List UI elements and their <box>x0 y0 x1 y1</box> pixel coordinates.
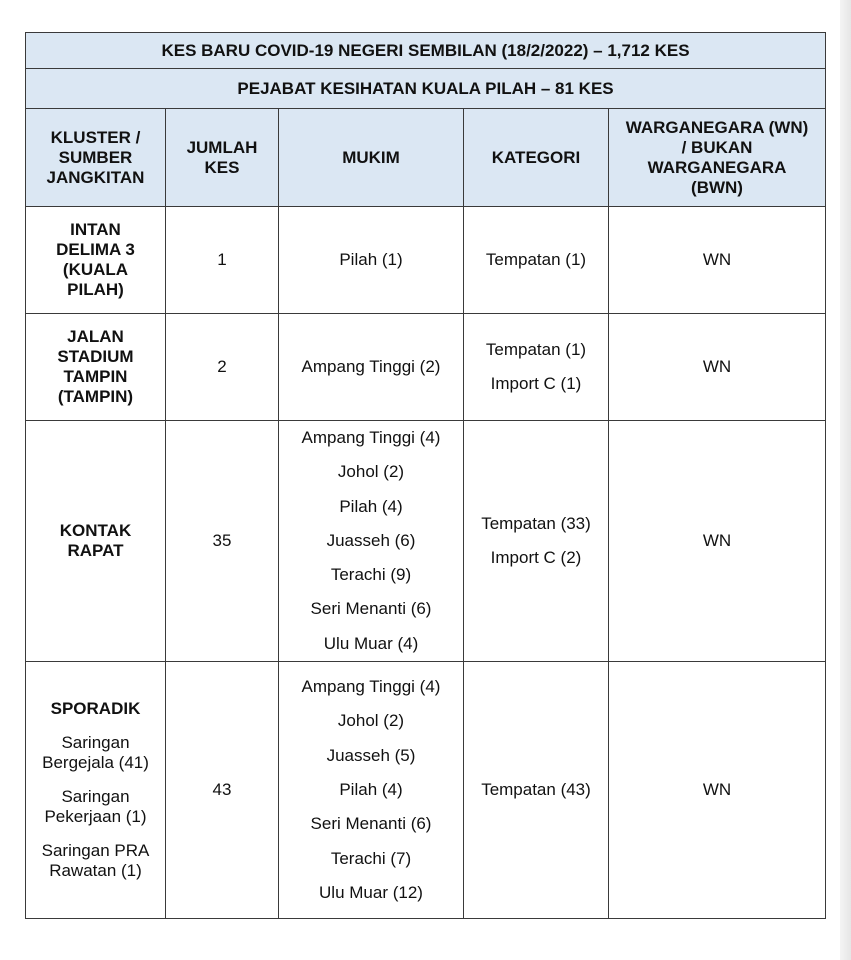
table-row <box>26 207 826 314</box>
table-row <box>26 662 826 919</box>
cell-jumlah: 35 <box>166 421 279 662</box>
cell-mukim: Ampang Tinggi (4) Johol (2) Pilah (4) Juasseh (6) Terachi (9) Seri Menanti (6) Ulu Muar (4) <box>279 421 464 662</box>
cell-wn: WN <box>609 421 826 662</box>
cell-jumlah: 43 <box>166 662 279 919</box>
header-warganegara: WARGANEGARA (WN) / BUKAN WARGANEGARA (BWN) <box>609 109 826 207</box>
cell-jumlah: 1 <box>166 207 279 314</box>
cell-mukim: Pilah (1) <box>279 207 464 314</box>
header-kluster: KLUSTER / SUMBER JANGKITAN <box>26 109 166 207</box>
cell-kluster: INTAN DELIMA 3 (KUALA PILAH) <box>26 207 166 314</box>
kluster-title: SPORADIK <box>50 699 141 719</box>
cell-wn: WN <box>609 662 826 919</box>
header-kategori: KATEGORI <box>464 109 609 207</box>
cell-mukim: Ampang Tinggi (2) <box>279 314 464 421</box>
covid-case-table <box>25 32 826 919</box>
cell-wn: WN <box>609 207 826 314</box>
table-subtitle: PEJABAT KESIHATAN KUALA PILAH – 81 KES <box>26 69 826 109</box>
cell-kategori: Tempatan (1) <box>464 207 609 314</box>
table-row <box>26 314 826 421</box>
cell-wn: WN <box>609 314 826 421</box>
cell-kluster: JALAN STADIUM TAMPIN (TAMPIN) <box>26 314 166 421</box>
cell-kategori: Tempatan (33) Import C (2) <box>464 421 609 662</box>
page-edge-shadow <box>840 0 851 960</box>
title-row <box>26 33 826 69</box>
table-row <box>26 421 826 662</box>
cell-jumlah: 2 <box>166 314 279 421</box>
cell-kategori: Tempatan (43) <box>464 662 609 919</box>
subtitle-row <box>26 69 826 109</box>
cell-mukim: Ampang Tinggi (4) Johol (2) Juasseh (5) Pilah (4) Seri Menanti (6) Terachi (7) Ulu Muar (12) <box>279 662 464 919</box>
table-title: KES BARU COVID-19 NEGERI SEMBILAN (18/2/2022) – 1,712 KES <box>26 33 826 69</box>
header-jumlah: JUMLAH KES <box>166 109 279 207</box>
cell-kluster: SPORADIK Saringan Bergejala (41) Saringan Pekerjaan (1) Saringan PRA Rawatan (1) <box>26 662 166 919</box>
cell-kategori: Tempatan (1) Import C (1) <box>464 314 609 421</box>
header-row <box>26 109 826 207</box>
header-mukim: MUKIM <box>279 109 464 207</box>
cell-kluster: KONTAK RAPAT <box>26 421 166 662</box>
